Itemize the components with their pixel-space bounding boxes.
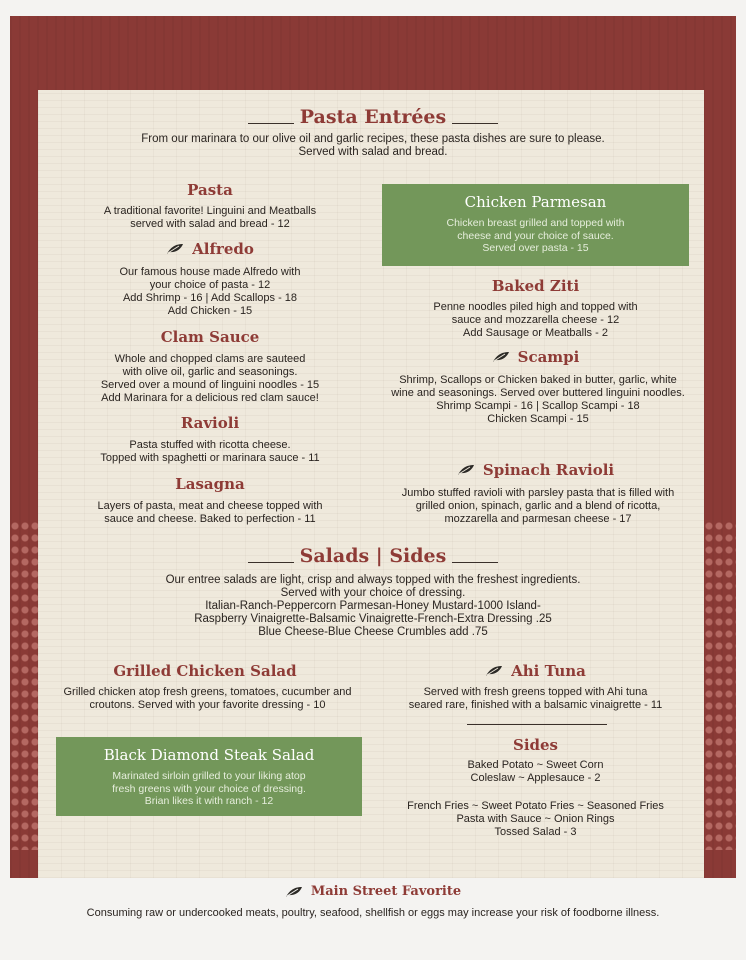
item-name: Spinach Ravioli	[482, 461, 615, 479]
decorative-dots-left	[10, 520, 38, 850]
pasta-section-intro: From our marinara to our olive oil and garlic recipes, these pasta dishes are sure to please. Served with salad and bread.	[141, 133, 605, 158]
favorite-legend-label: Main Street Favorite	[310, 884, 462, 899]
salads-section-title: Salads | Sides	[299, 545, 447, 567]
item-name: Lasagna	[175, 475, 245, 493]
menu-item-baked-ziti-desc: Penne noodles piled high and topped with sauce and mozzarella cheese - 12 Add Sausage or Meatballs - 2	[433, 301, 638, 339]
pasta-section-heading	[40, 106, 706, 128]
sides-list-1: Baked Potato ~ Sweet Corn Coleslaw ~ Applesauce - 2	[467, 759, 604, 784]
item-name: Alfredo	[192, 240, 254, 258]
menu-item-ravioli-title	[60, 414, 360, 432]
menu-item-ravioli-desc: Pasta stuffed with ricotta cheese. Topped with spaghetti or marinara sauce - 11	[100, 439, 320, 464]
steak-salad-title: Black Diamond Steak Salad	[103, 746, 315, 764]
sides-divider	[467, 724, 607, 725]
menu-item-alfredo-desc: Our famous house made Alfredo with your choice of pasta - 12 Add Shrimp - 16 | Add Scallops - 18 Add Chicken - 15	[119, 266, 301, 317]
menu-item-pasta-title	[60, 181, 360, 199]
leaf-icon	[457, 464, 475, 476]
menu-item-lasagna-desc: Layers of pasta, meat and cheese topped with sauce and cheese. Baked to perfection - 11	[97, 500, 323, 525]
menu-item-grilled-chicken-salad-desc: Grilled chicken atop fresh greens, tomatoes, cucumber and croutons. Served with your favorite dressing - 10	[63, 686, 352, 711]
item-name: Ahi Tuna	[511, 662, 586, 680]
menu-item-lasagna-title	[60, 475, 360, 493]
food-safety-warning: Consuming raw or undercooked meats, poultry, seafood, shellfish or eggs may increase your risk of foodborne illness.	[86, 907, 660, 919]
steak-salad-box	[56, 737, 362, 816]
leaf-icon	[285, 886, 303, 898]
menu-item-pasta-desc: A traditional favorite! Linguini and Meatballs served with salad and bread - 12	[103, 205, 317, 230]
decorative-dots-right	[704, 520, 736, 850]
pasta-section-title: Pasta Entrées	[299, 106, 447, 128]
item-name: Pasta	[187, 181, 233, 199]
sides-title	[382, 736, 689, 754]
menu-item-alfredo-title	[60, 240, 360, 258]
leaf-icon	[166, 243, 184, 255]
sides-list-2: French Fries ~ Sweet Potato Fries ~ Seasoned Fries Pasta with Sauce ~ Onion Rings Tossed Salad - 3	[407, 800, 664, 838]
menu-item-baked-ziti-title	[382, 277, 689, 295]
item-name: Sides	[512, 736, 558, 754]
leaf-icon	[485, 665, 503, 677]
menu-item-spinach-ravioli-desc: Jumbo stuffed ravioli with parsley pasta that is filled with grilled onion, spinach, garlic and a blend of ricotta, mozzarella and parmesan cheese - 17	[401, 487, 675, 525]
steak-salad-desc: Marinated sirloin grilled to your liking atop fresh greens with your choice of dressing. Brian likes it with ranch - 12	[112, 770, 306, 807]
item-name: Scampi	[517, 348, 580, 366]
menu-item-ahi-tuna-title	[382, 662, 689, 680]
menu-item-spinach-ravioli-title	[382, 461, 689, 479]
item-name: Grilled Chicken Salad	[113, 662, 297, 680]
menu-item-clam-sauce-desc: Whole and chopped clams are sauteed with olive oil, garlic and seasonings. Served over a mound of linguini noodles - 15 Add Marinara for a delicious red clam sauce!	[100, 353, 320, 404]
leaf-icon	[492, 351, 510, 363]
item-name: Ravioli	[180, 414, 240, 432]
item-name: Clam Sauce	[160, 328, 260, 346]
chicken-parmesan-desc: Chicken breast grilled and topped with cheese and your choice of sauce. Served over pasta - 15	[446, 217, 625, 254]
menu-item-clam-sauce-title	[60, 328, 360, 346]
menu-item-ahi-tuna-desc: Served with fresh greens topped with Ahi tuna seared rare, finished with a balsamic vinaigrette - 11	[408, 686, 663, 711]
favorite-legend	[0, 884, 746, 899]
chicken-parmesan-box	[382, 184, 689, 266]
salads-section-heading	[40, 545, 706, 567]
menu-item-scampi-desc: Shrimp, Scallops or Chicken baked in butter, garlic, white wine and seasonings. Served over buttered linguini noodles. Shrimp Scampi - 16 | Scallop Scampi - 18 Chicken Scampi - 15	[391, 374, 685, 425]
menu-item-scampi-title	[382, 348, 689, 366]
chicken-parmesan-title: Chicken Parmesan	[464, 193, 607, 211]
menu-item-grilled-chicken-salad-title	[40, 662, 370, 680]
salads-section-intro: Our entree salads are light, crisp and always topped with the freshest ingredients. Served with your choice of dressing. Italian-Ranch-Peppercorn Parmesan-Honey Mustard-1000 Island- Raspberry Vinaigrette-Balsamic Vinaigrette-French-Extra Dressing .25 Blue Cheese-Blue Cheese Crumbles add .75	[165, 574, 581, 638]
item-name: Baked Ziti	[491, 277, 580, 295]
